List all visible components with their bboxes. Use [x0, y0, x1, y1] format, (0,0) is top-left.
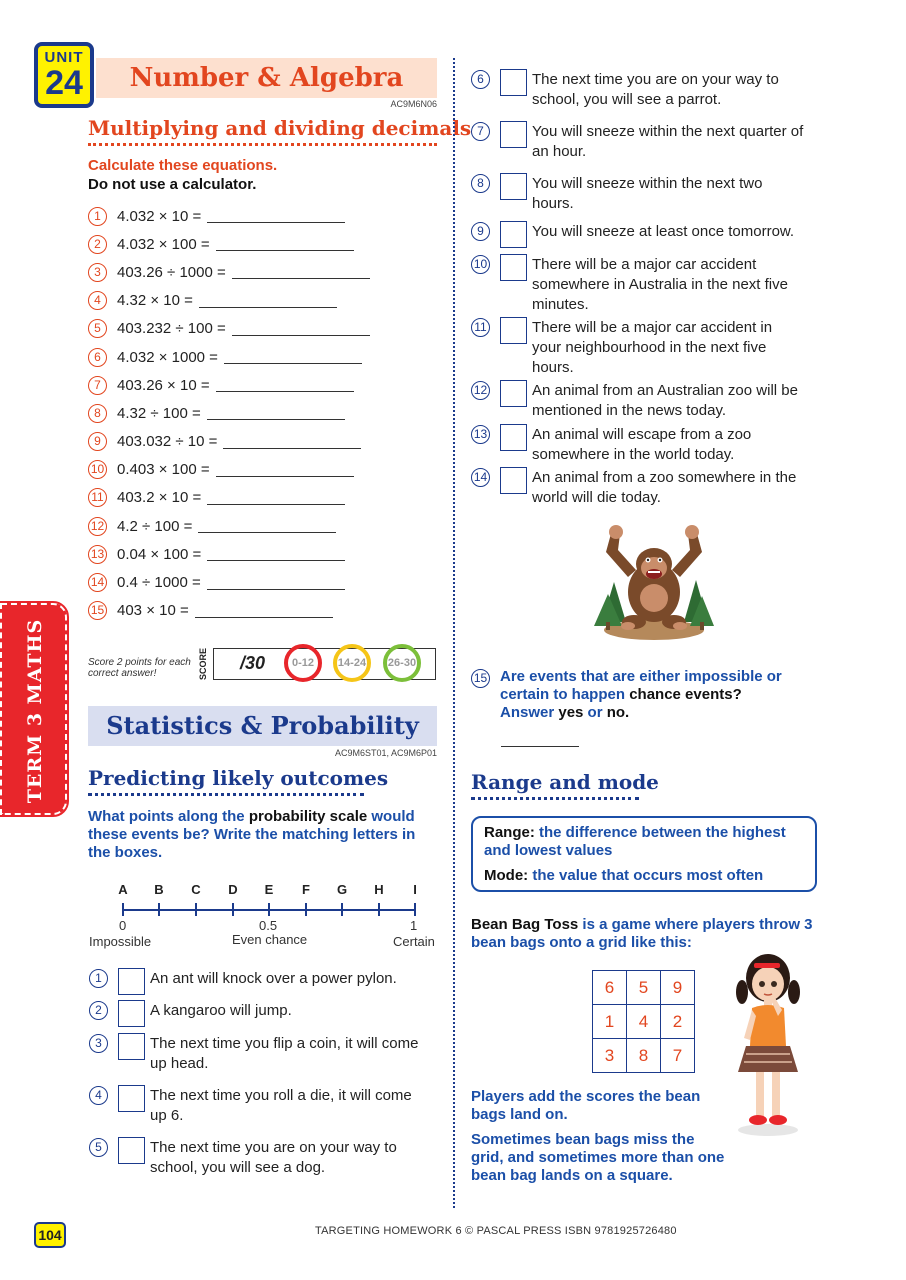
answer-line[interactable] — [207, 547, 345, 561]
equation-row — [88, 258, 388, 286]
equation-list — [88, 202, 388, 625]
answer-box[interactable] — [118, 968, 145, 995]
equation-row — [88, 399, 388, 427]
range-label: Range: — [484, 824, 535, 841]
answer-box[interactable] — [500, 380, 527, 407]
equation-row — [88, 315, 388, 343]
question-number: 2 — [89, 1001, 108, 1020]
equation-row — [88, 230, 388, 258]
equation-row — [88, 428, 388, 456]
instruction-keyword: probability scale — [248, 808, 368, 825]
grid-cell: 3 — [593, 1039, 627, 1073]
page-number: 104 — [34, 1222, 66, 1248]
event-item — [471, 424, 816, 465]
bean-bag-grid — [592, 970, 695, 1073]
answer-line[interactable] — [207, 406, 345, 420]
answer-line[interactable] — [216, 378, 354, 392]
event-text: The next time you flip a coin, it will come up head. — [150, 1035, 419, 1072]
scale-letter: B — [154, 882, 164, 897]
event-text: An animal from an Australian zoo will be mentioned in the news today. — [532, 382, 798, 419]
event-text: An ant will knock over a power pylon. — [150, 970, 397, 987]
scale-half: 0.5 — [259, 918, 278, 933]
grid-cell: 6 — [593, 971, 627, 1005]
event-item — [471, 380, 816, 421]
bean-bag-miss-text: Sometimes bean bags miss the grid, and sometimes more than one bean bag lands on a square. — [471, 1131, 725, 1184]
event-item — [471, 221, 831, 248]
predicting-title: Predicting likely outcomes — [88, 766, 364, 796]
event-text: The next time you are on your way to school, you will see a parrot. — [532, 71, 779, 108]
equation-row — [88, 287, 388, 315]
equation-text: 403.26 × 10 = — [117, 376, 210, 394]
girl-illustration — [726, 950, 808, 1138]
range-mode-title: Range and mode — [471, 770, 639, 800]
event-item — [89, 1000, 439, 1027]
event-item — [471, 254, 796, 315]
equation-text: 403.032 ÷ 10 = — [117, 433, 218, 451]
scale-impossible: Impossible — [89, 934, 152, 949]
question-number: 3 — [88, 263, 107, 282]
scale-letter: E — [264, 882, 274, 897]
event-item — [89, 1137, 424, 1178]
question-number: 13 — [88, 545, 107, 564]
question-number: 9 — [471, 222, 490, 241]
question-number: 1 — [88, 207, 107, 226]
answer-line[interactable] — [232, 265, 370, 279]
bean-bag-name: Bean Bag Toss — [471, 916, 579, 933]
grid-cell: 8 — [627, 1039, 661, 1073]
scale-tick — [378, 903, 380, 916]
answer-line[interactable] — [223, 435, 361, 449]
event-text: An animal will escape from a zoo somewhere in the world today. — [532, 426, 752, 463]
q15-line3a: Answer — [500, 704, 559, 721]
instruction-part: What points along the — [88, 808, 249, 825]
question-number: 1 — [89, 969, 108, 988]
answer-line[interactable] — [232, 322, 370, 336]
range-text: the difference between the highest and lowest values — [484, 824, 786, 859]
scale-tick — [195, 903, 197, 916]
question-number: 2 — [88, 235, 107, 254]
event-item — [471, 69, 816, 110]
instruction-calculate: Calculate these equations. — [88, 157, 278, 174]
event-text: You will sneeze within the next two hours. — [532, 175, 763, 212]
equation-text: 4.032 × 10 = — [117, 207, 202, 225]
answer-box[interactable] — [118, 1085, 145, 1112]
answer-box[interactable] — [500, 221, 527, 248]
scale-tick — [122, 903, 124, 916]
question-number: 15 — [88, 601, 107, 620]
answer-line[interactable] — [216, 463, 354, 477]
event-text: An animal from a zoo somewhere in the world will die today. — [532, 469, 797, 506]
scale-zero: 0 — [119, 918, 127, 933]
equation-row — [88, 202, 388, 230]
equation-row — [88, 597, 388, 625]
scale-letter: A — [118, 882, 128, 897]
grid-cell: 7 — [661, 1039, 695, 1073]
score-range-mid: 14-24 — [333, 644, 371, 682]
question-number: 7 — [88, 376, 107, 395]
event-text: A kangaroo will jump. — [150, 1002, 292, 1019]
answer-line[interactable] — [224, 350, 362, 364]
equation-text: 403 × 10 = — [117, 602, 189, 620]
equation-text: 4.2 ÷ 100 = — [117, 517, 193, 535]
event-text: There will be a major car accident somewhere in Australia in the next five minutes. — [532, 256, 788, 313]
scale-tick — [305, 903, 307, 916]
q15-no: no. — [606, 704, 630, 721]
event-text: There will be a major car accident in your neighbourhood in the next five hours. — [532, 319, 773, 376]
term-tab — [0, 603, 67, 815]
answer-box[interactable] — [118, 1000, 145, 1027]
column-divider — [453, 58, 455, 1208]
score-label: SCORE — [198, 647, 208, 680]
scale-tick — [158, 903, 160, 916]
score-total: /30 — [240, 653, 266, 673]
question-number: 6 — [88, 348, 107, 367]
answer-box[interactable] — [500, 254, 527, 281]
equation-row — [88, 371, 388, 399]
question-15 — [471, 668, 821, 722]
stats-banner-title: Statistics & Probability — [106, 711, 419, 740]
unit-label: UNIT — [44, 49, 84, 66]
grid-cell: 2 — [661, 1005, 695, 1039]
event-item — [471, 467, 821, 508]
equation-text: 4.32 × 10 = — [117, 292, 193, 310]
scale-letter: C — [191, 882, 201, 897]
equation-text: 0.4 ÷ 1000 = — [117, 574, 201, 592]
scale-tick — [341, 903, 343, 916]
answer-box[interactable] — [500, 69, 527, 96]
answer-box[interactable] — [118, 1137, 145, 1164]
answer-box[interactable] — [500, 424, 527, 451]
q15-line1: Are events that are either impossible or — [500, 668, 782, 685]
scale-tick — [232, 903, 234, 916]
section-title: Number & Algebra — [129, 63, 404, 93]
scale-certain: Certain — [393, 934, 435, 949]
event-text: The next time you are on your way to school, you will see a dog. — [150, 1139, 397, 1176]
q15-answer-line[interactable] — [501, 746, 579, 747]
event-text: You will sneeze at least once tomorrow. — [532, 223, 795, 240]
event-item — [471, 121, 816, 162]
scale-letter: D — [228, 882, 238, 897]
unit-badge — [34, 42, 94, 108]
answer-box[interactable] — [500, 317, 527, 344]
grid-cell: 4 — [627, 1005, 661, 1039]
answer-box[interactable] — [500, 467, 527, 494]
equation-text: 4.032 × 100 = — [117, 235, 210, 253]
q15-line2a: certain to happen — [500, 686, 630, 703]
answer-box[interactable] — [118, 1033, 145, 1060]
question-number: 9 — [88, 432, 107, 451]
event-item — [89, 968, 439, 995]
question-number: 12 — [471, 381, 490, 400]
term-tab-label: TERM 3 MATHS — [24, 618, 46, 804]
question-number: 4 — [88, 291, 107, 310]
answer-line[interactable] — [199, 294, 337, 308]
unit-number: 24 — [45, 64, 83, 102]
equation-text: 403.26 ÷ 1000 = — [117, 263, 226, 281]
scale-tick — [268, 903, 270, 916]
players-add-text: Players add the scores the bean bags land on. — [471, 1088, 701, 1123]
equation-text: 0.403 × 100 = — [117, 461, 210, 479]
grid-cell: 5 — [627, 971, 661, 1005]
answer-line[interactable] — [198, 519, 336, 533]
event-item — [89, 1033, 424, 1074]
answer-box[interactable] — [500, 173, 527, 200]
stats-banner — [88, 706, 437, 746]
event-text: You will sneeze within the next quarter of an hour. — [532, 123, 804, 160]
event-item — [89, 1085, 424, 1126]
equation-text: 403.232 ÷ 100 = — [117, 320, 226, 338]
grid-cell: 1 — [593, 1005, 627, 1039]
question-number: 10 — [471, 255, 490, 274]
equation-row — [88, 343, 388, 371]
q15-yes: yes — [558, 704, 584, 721]
mode-text: the value that occurs most often — [528, 867, 764, 884]
score-range-low: 0-12 — [284, 644, 322, 682]
grid-cell: 9 — [661, 971, 695, 1005]
gorilla-illustration — [592, 522, 716, 646]
question-number: 5 — [88, 319, 107, 338]
instruction-part: would these events be? Write the matching letters in the boxes. — [88, 808, 416, 861]
answer-line[interactable] — [216, 237, 354, 251]
score-range-high: 26-30 — [383, 644, 421, 682]
answer-box[interactable] — [500, 121, 527, 148]
curriculum-code: AC9M6N06 — [390, 99, 437, 109]
q15-or: or — [583, 704, 607, 721]
question-number: 3 — [89, 1034, 108, 1053]
equation-row — [88, 540, 388, 568]
scale-letter: F — [302, 882, 310, 897]
question-number: 5 — [89, 1138, 108, 1157]
question-number: 15 — [471, 669, 490, 688]
question-number: 14 — [471, 468, 490, 487]
question-number: 8 — [88, 404, 107, 423]
score-note: Score 2 points for each correct answer! — [88, 657, 191, 679]
equation-row — [88, 484, 388, 512]
footer-text: TARGETING HOMEWORK 6 © PASCAL PRESS ISBN 9781925726480 — [315, 1225, 677, 1237]
mode-definition — [484, 867, 809, 885]
bean-bag-text: is a game where players throw 3 bean bags onto a grid like this: — [471, 916, 813, 951]
scale-even-chance: Even chance — [232, 932, 308, 947]
probability-instruction — [88, 808, 438, 862]
event-item — [471, 317, 796, 378]
event-text: The next time you roll a die, it will come up 6. — [150, 1087, 412, 1124]
equation-text: 403.2 × 10 = — [117, 489, 202, 507]
answer-line[interactable] — [195, 604, 333, 618]
bean-bag-intro — [471, 916, 816, 952]
q15-line2b: chance events? — [629, 686, 742, 703]
question-number: 14 — [88, 573, 107, 592]
scale-letter: G — [336, 882, 348, 897]
equation-text: 4.032 × 1000 = — [117, 348, 218, 366]
answer-line[interactable] — [207, 491, 345, 505]
equation-text: 4.32 ÷ 100 = — [117, 404, 201, 422]
range-definition — [484, 824, 809, 860]
scale-letter: I — [413, 882, 417, 897]
question-number: 6 — [471, 70, 490, 89]
event-item — [471, 173, 771, 214]
question-number: 7 — [471, 122, 490, 141]
question-number: 11 — [471, 318, 490, 337]
question-number: 13 — [471, 425, 490, 444]
equation-row — [88, 568, 388, 596]
question-number: 8 — [471, 174, 490, 193]
equation-row — [88, 456, 388, 484]
decimals-title: Multiplying and dividing decimals — [88, 116, 437, 146]
answer-line[interactable] — [207, 209, 345, 223]
scale-one: 1 — [410, 918, 418, 933]
scale-tick — [414, 903, 416, 916]
mode-label: Mode: — [484, 867, 529, 884]
stats-curriculum-code: AC9M6ST01, AC9M6P01 — [334, 748, 437, 758]
question-number: 12 — [88, 517, 107, 536]
question-number: 10 — [88, 460, 107, 479]
instruction-no-calculator: Do not use a calculator. — [88, 176, 257, 193]
section-banner — [96, 58, 437, 98]
question-number: 11 — [88, 488, 107, 507]
equation-text: 0.04 × 100 = — [117, 545, 202, 563]
question-number: 4 — [89, 1086, 108, 1105]
answer-line[interactable] — [207, 576, 345, 590]
equation-row — [88, 512, 388, 540]
scale-letter: H — [374, 882, 384, 897]
